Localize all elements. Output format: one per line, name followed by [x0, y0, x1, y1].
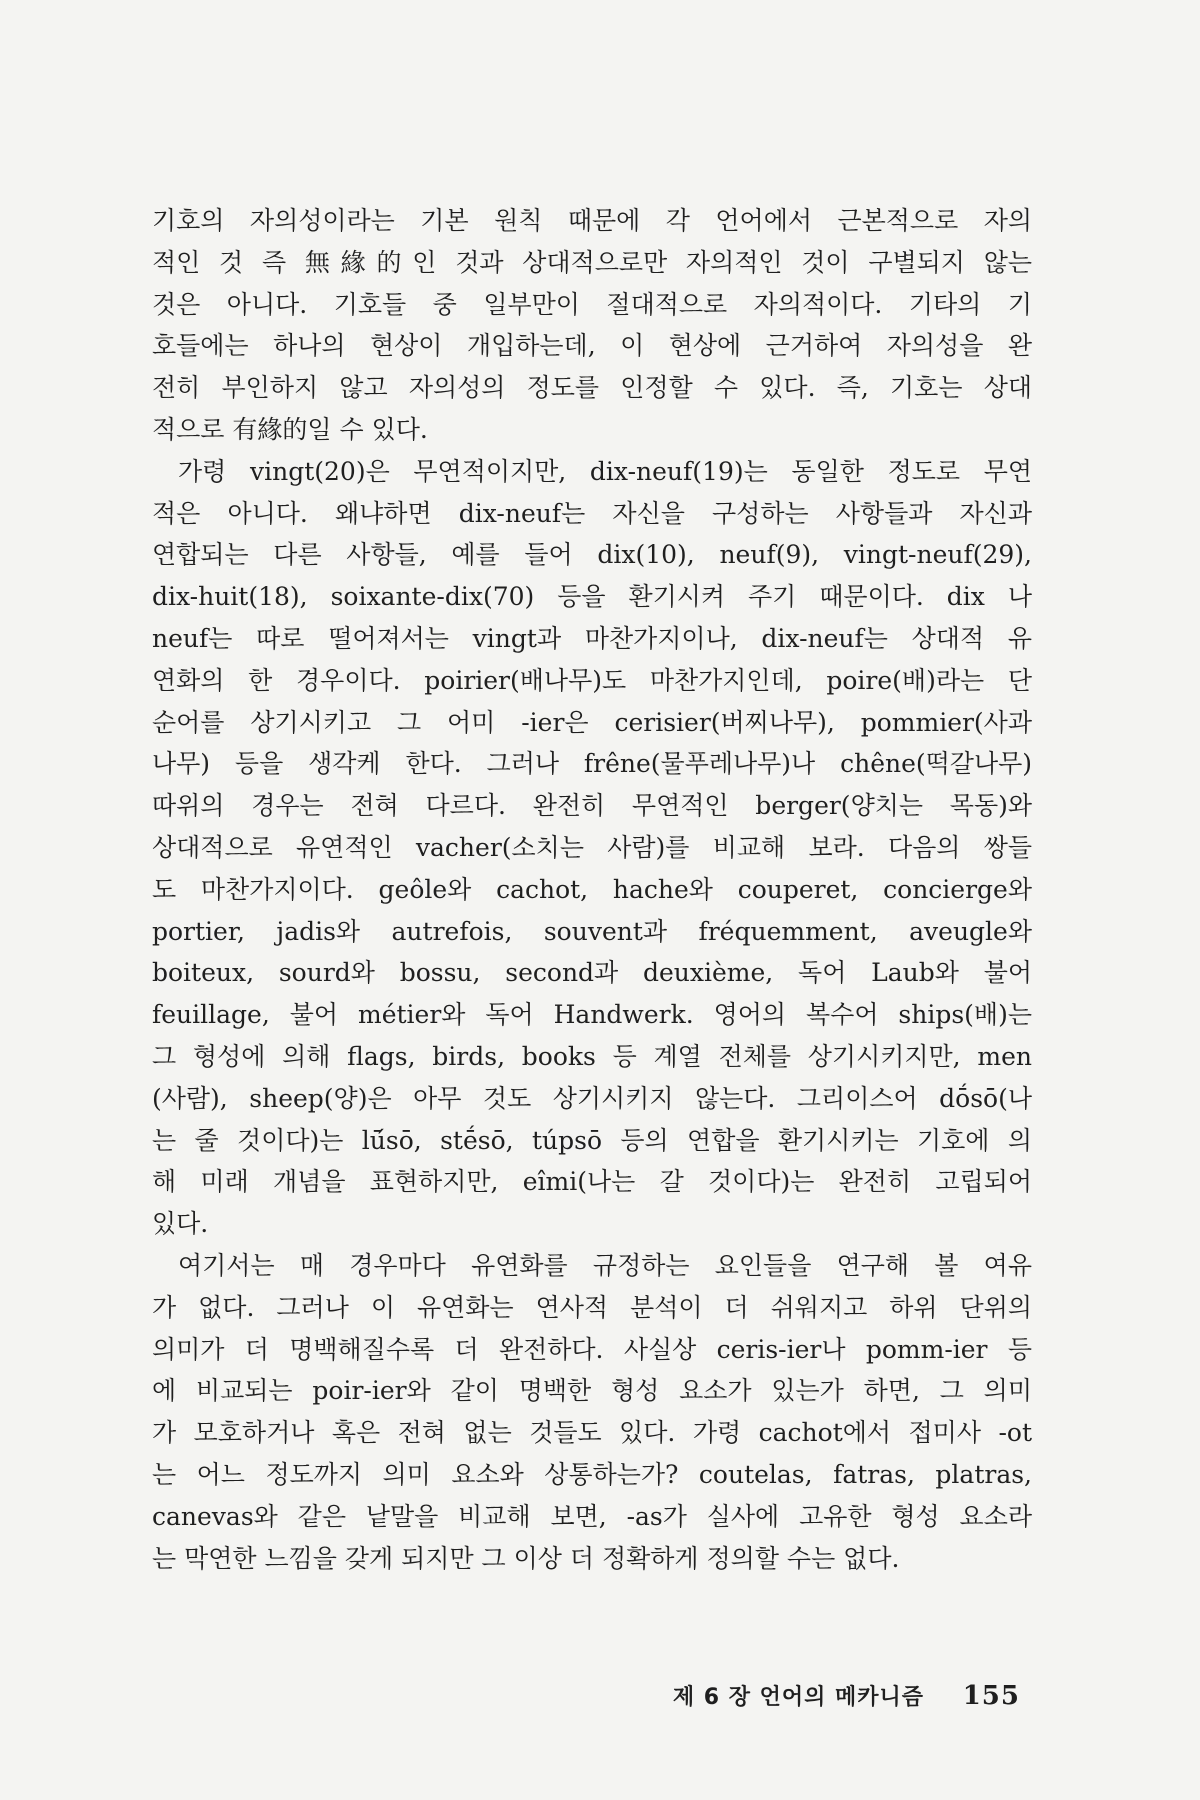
text-line: 에 비교되는 poir-ier와 같이 명백한 형성 요소가 있는가 하면, 그 의미	[152, 1376, 1032, 1406]
paragraph-1	[152, 200, 1032, 451]
paragraph-2	[152, 451, 1032, 1245]
text-line: (사람), sheep(양)은 아무 것도 상기시키지 않는다. 그리이스어 dṓsō(나	[152, 1083, 1032, 1113]
text-line: 순어를 상기시키고 그 어미 -ier은 cerisier(버찌나무), pommier(사과	[152, 707, 1032, 737]
text-line: 도 마찬가지이다. geôle와 cachot, hache와 couperet, concierge와	[152, 874, 1032, 904]
text-line: dix-huit(18), soixante-dix(70) 등을 환기시켜 주기 때문이다. dix 나	[152, 582, 1032, 612]
text-line: 는 어느 정도까지 의미 요소와 상통하는가? coutelas, fatras, platras,	[152, 1459, 1032, 1489]
page-number: 155	[962, 1681, 1020, 1711]
text-line: 기호의 자의성이라는 기본 원칙 때문에 각 언어에서 근본적으로 자의	[152, 206, 1032, 235]
paragraph-3	[152, 1245, 1032, 1579]
chapter-title: 제 6 장 언어의 메카니즘	[672, 1685, 925, 1710]
text-line: 적인 것 즉 無緣的인 것과 상대적으로만 자의적인 것이 구별되지 않는	[152, 247, 1032, 277]
text-line: 가 모호하거나 혹은 전혀 없는 것들도 있다. 가령 cachot에서 접미사 -ot	[152, 1418, 1032, 1448]
body-text	[152, 200, 1032, 1579]
text-line: boiteux, sourd와 bossu, second과 deuxième, 독어 Laub와 불어	[152, 958, 1032, 988]
text-line: 상대적으로 유연적인 vacher(소치는 사람)를 비교해 보라. 다음의 쌍들	[152, 832, 1032, 862]
page-footer	[673, 1680, 1020, 1711]
text-line: portier, jadis와 autrefois, souvent과 fréquemment, aveugle와	[152, 916, 1032, 946]
text-line: 는 줄 것이다)는 lū́sō, stḗsō, túpsō 등의 연합을 환기시키는 기호에 의	[152, 1125, 1032, 1155]
text-line: 가 없다. 그러나 이 유연화는 연사적 분석이 더 쉬워지고 하위 단위의	[152, 1292, 1032, 1322]
text-line: 연합되는 다른 사항들, 예를 들어 dix(10), neuf(9), vingt-neuf(29),	[152, 540, 1032, 570]
text-line: 적은 아니다. 왜냐하면 dix-neuf는 자신을 구성하는 사항들과 자신과	[152, 498, 1032, 528]
text-line: 해 미래 개념을 표현하지만, eîmi(나는 갈 것이다)는 완전히 고립되어	[152, 1167, 1032, 1197]
text-line: 호들에는 하나의 현상이 개입하는데, 이 현상에 근거하여 자의성을 완	[152, 331, 1032, 361]
text-line: 있다.	[152, 1209, 209, 1239]
text-line: 여기서는 매 경우마다 유연화를 규정하는 요인들을 연구해 볼 여유	[178, 1250, 1032, 1280]
text-line: 가령 vingt(20)은 무연적이지만, dix-neuf(19)는 동일한 정도로 무연	[178, 456, 1032, 486]
text-line: 적으로 有緣的일 수 있다.	[152, 414, 428, 444]
text-line: 따위의 경우는 전혀 다르다. 완전히 무연적인 berger(양치는 목동)와	[152, 791, 1032, 821]
text-line: 것은 아니다. 기호들 중 일부만이 절대적으로 자의적이다. 기타의 기	[152, 289, 1032, 319]
text-line: 그 형성에 의해 flags, birds, books 등 계열 전체를 상기시키지만, men	[152, 1041, 1032, 1071]
text-line: 연화의 한 경우이다. poirier(배나무)도 마찬가지인데, poire(배)라는 단	[152, 665, 1032, 695]
text-line: 전히 부인하지 않고 자의성의 정도를 인정할 수 있다. 즉, 기호는 상대	[152, 373, 1032, 403]
text-line: feuillage, 불어 métier와 독어 Handwerk. 영어의 복수어 ships(배)는	[152, 1000, 1032, 1030]
text-line: 나무) 등을 생각케 한다. 그러나 frêne(물푸레나무)나 chêne(떡갈나무)	[152, 749, 1032, 779]
text-line: 는 막연한 느낌을 갖게 되지만 그 이상 더 정확하게 정의할 수는 없다.	[152, 1543, 900, 1573]
text-line: canevas와 같은 낱말을 비교해 보면, -as가 실사에 고유한 형성 요소라	[152, 1501, 1032, 1531]
text-line: neuf는 따로 떨어져서는 vingt과 마찬가지이나, dix-neuf는 상대적 유	[152, 623, 1032, 653]
text-line: 의미가 더 명백해질수록 더 완전하다. 사실상 ceris-ier나 pomm-ier 등	[152, 1334, 1032, 1364]
